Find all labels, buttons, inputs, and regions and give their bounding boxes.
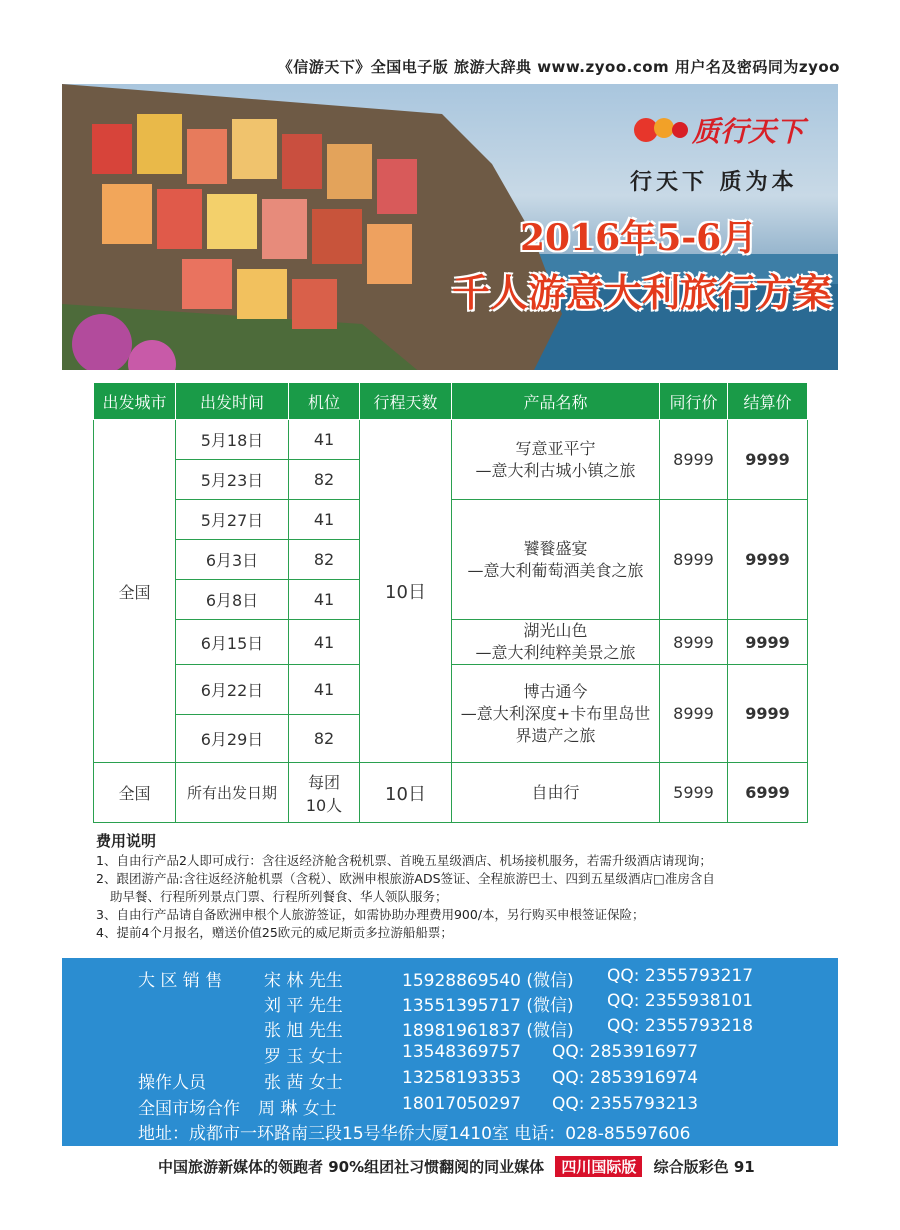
peer-price-cell: 8999 [660, 620, 728, 665]
table-row [94, 420, 808, 460]
contact-name: 张 茜 女士 [264, 1073, 343, 1093]
product-name-line: 博古通今 [523, 681, 588, 701]
seats-cell: 41 [289, 665, 360, 715]
seats-cell: 41 [289, 500, 360, 540]
product-name-cell [452, 620, 660, 665]
contact-qq: QQ: 2853916977 [552, 1042, 699, 1062]
contact-role: 全国市场合作 [138, 1099, 240, 1119]
settle-price-cell: 6999 [728, 763, 808, 823]
peer-price-cell: 8999 [660, 420, 728, 500]
date-cell: 5月18日 [176, 420, 289, 460]
product-name-cell [452, 500, 660, 620]
date-cell: 6月29日 [176, 715, 289, 763]
edition-badge: 四川国际版 [555, 1156, 642, 1177]
days-cell: 10日 [360, 763, 452, 823]
product-name-line: —意大利深度+卡布里岛世 [460, 703, 651, 723]
logo-icon [632, 108, 692, 148]
hero-title-main: 千人游意大利旅行方案 [452, 270, 833, 315]
page-header: 《信游天下》全国电子版 旅游大辞典 www.zyoo.com 用户名及密码同为zyoo [277, 58, 840, 76]
contact-phone: 13548369757 [402, 1042, 521, 1062]
header-days: 行程天数 [360, 383, 452, 420]
seats-cell: 82 [289, 540, 360, 580]
contact-qq: QQ: 2355938101 [607, 991, 754, 1011]
notes-title: 费用说明 [96, 832, 157, 850]
brand-slogan: 行天下 质为本 [630, 169, 798, 195]
contact-qq: QQ: 2355793217 [607, 966, 754, 986]
footer-left: 中国旅游新媒体的领跑者 90%组团社习惯翻阅的同业媒体 [158, 1158, 545, 1176]
seats-cell: 41 [289, 580, 360, 620]
seats-cell [289, 763, 360, 823]
contact-role: 操作人员 [138, 1073, 206, 1093]
footer-right: 综合版彩色 91 [653, 1158, 755, 1176]
contact-phone: 13551395717 (微信) [402, 996, 574, 1016]
product-name-line: —意大利纯粹美景之旅 [475, 643, 636, 662]
peer-price-cell: 8999 [660, 500, 728, 620]
settle-price-cell: 9999 [728, 665, 808, 763]
settle-price-cell: 9999 [728, 500, 808, 620]
contact-section [62, 958, 838, 1146]
header-product: 产品名称 [452, 383, 660, 420]
days-cell: 10日 [360, 420, 452, 763]
product-name-cell [452, 420, 660, 500]
contact-phone: 18981961837 (微信) [402, 1021, 574, 1041]
seats-cell: 41 [289, 420, 360, 460]
note-line: 1、自由行产品2人即可成行：含往返经济舱含税机票、首晚五星级酒店、机场接机服务，若需升级酒店请现询； [96, 853, 712, 868]
page-footer [158, 1156, 755, 1177]
date-cell: 6月15日 [176, 620, 289, 665]
contact-phone: 18017050297 [402, 1094, 521, 1114]
header-settle-price: 结算价 [728, 383, 808, 420]
note-line: 2、跟团游产品:含往返经济舱机票（含税）、欧洲申根旅游ADS签证、全程旅游巴士、四到五星级酒店□准房含自 [96, 871, 715, 886]
contact-name: 周 琳 女士 [258, 1099, 337, 1119]
contact-name: 刘 平 先生 [264, 996, 343, 1016]
product-name-cell [452, 665, 660, 763]
contact-name: 张 旭 先生 [264, 1021, 343, 1041]
header-seats: 机位 [289, 383, 360, 420]
header-date: 出发时间 [176, 383, 289, 420]
table-header-row [94, 383, 808, 420]
date-cell: 6月22日 [176, 665, 289, 715]
seats-cell: 82 [289, 715, 360, 763]
date-cell: 6月8日 [176, 580, 289, 620]
contact-qq: QQ: 2355793218 [607, 1016, 754, 1036]
contact-phone: 15928869540 (微信) [402, 971, 574, 991]
product-name-cell: 自由行 [452, 763, 660, 823]
product-name-line: 写意亚平宁 [515, 438, 596, 458]
brand-logo [632, 108, 822, 148]
settle-price-cell: 9999 [728, 420, 808, 500]
settle-price-cell: 9999 [728, 620, 808, 665]
seats-line: 10人 [305, 795, 343, 815]
table-row [94, 763, 808, 823]
contact-qq: QQ: 2355793213 [552, 1094, 699, 1114]
peer-price-cell: 5999 [660, 763, 728, 823]
date-cell: 5月27日 [176, 500, 289, 540]
product-table [93, 382, 808, 823]
city-cell: 全国 [94, 420, 176, 763]
contact-name: 宋 林 先生 [264, 971, 343, 991]
date-cell: 5月23日 [176, 460, 289, 500]
product-name-line: —意大利葡萄酒美食之旅 [467, 560, 644, 580]
seats-line: 每团 [307, 772, 340, 792]
fee-notes [96, 832, 715, 942]
product-name-line: 界遗产之旅 [515, 725, 596, 745]
product-name-line: 湖光山色 [523, 621, 588, 640]
product-name-line: 饕餮盛宴 [523, 538, 588, 558]
date-cell: 6月3日 [176, 540, 289, 580]
date-cell: 所有出发日期 [176, 763, 289, 823]
address-text: 地址：成都市一环路南三段15号华侨大厦1410室 电话：028-85597606 [138, 1124, 691, 1144]
logo-text: 质行天下 [692, 115, 805, 148]
seats-cell: 82 [289, 460, 360, 500]
contact-name: 罗 玉 女士 [264, 1047, 343, 1067]
seats-cell: 41 [289, 620, 360, 665]
header-city: 出发城市 [94, 383, 176, 420]
note-line: 4、提前4个月报名，赠送价值25欧元的威尼斯贡多拉游船船票； [96, 925, 453, 940]
header-peer-price: 同行价 [660, 383, 728, 420]
contact-role: 大 区 销 售 [138, 971, 223, 991]
peer-price-cell: 8999 [660, 665, 728, 763]
note-line: 3、自由行产品请自备欧洲申根个人旅游签证，如需协助办理费用900/本，另行购买申根签证保险； [96, 907, 645, 922]
contact-phone: 13258193353 [402, 1068, 521, 1088]
city-cell: 全国 [94, 763, 176, 823]
product-name-line: —意大利古城小镇之旅 [475, 460, 636, 480]
contact-qq: QQ: 2853916974 [552, 1068, 699, 1088]
note-line: 助早餐、行程所列景点门票、行程所列餐食、华人领队服务； [110, 889, 448, 904]
hero-title-date: 2016年5-6月 [520, 217, 758, 259]
